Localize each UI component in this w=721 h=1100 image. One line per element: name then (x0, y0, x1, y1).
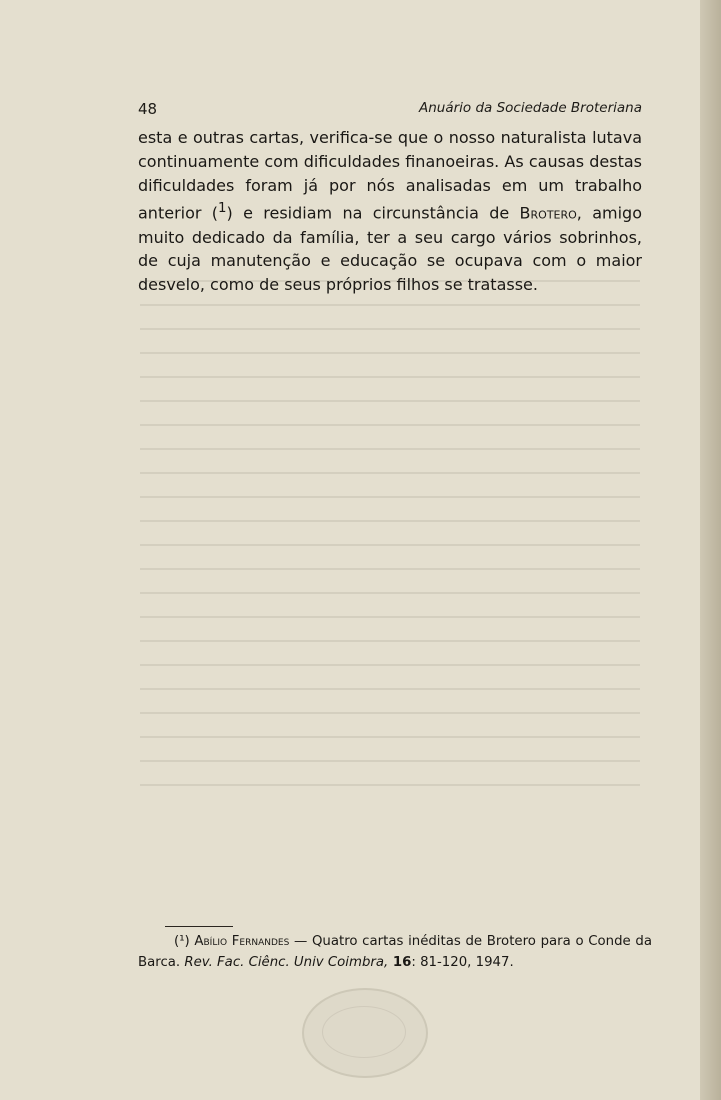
library-stamp (302, 988, 428, 1078)
body-paragraph (138, 126, 642, 297)
journal-title: Anuário da Sociedade Broteriana (419, 100, 642, 116)
bleed-through-text (140, 280, 640, 840)
body-text-part1: esta e outras cartas, verifica-se que o nosso naturalista lutava continuamente com dificuldades finanoeiras. As causas destas dificuldades foram já por nós analisadas em um trabalho anterior ( (138, 128, 642, 223)
footnote-volume: 16 (388, 955, 412, 970)
footnote-reference: 1 (218, 201, 227, 217)
footnote-marker: (¹) (174, 934, 190, 949)
footnote-pages: : 81-120, 1947. (411, 955, 514, 970)
library-stamp-inner-ring (322, 1006, 406, 1058)
footnote-divider (165, 926, 233, 927)
body-text-part3: , amigo muito dedicado da família, ter a seu cargo vários sobrinhos, de cuja manutenção e educação se ocupava com o maior desvelo, como de seus próprios filhos se tratasse. (138, 203, 642, 295)
body-text-part2: ) e residiam na circunstância de (226, 203, 520, 223)
footnote-title: — Quatro cartas inéditas de Brotero para o Conde da Barca. (138, 934, 652, 970)
footnote-journal: Rev. Fac. Ciênc. Univ Coimbra, (184, 955, 389, 970)
footnote-author: Abílio Fernandes (194, 934, 290, 949)
footnote (138, 931, 652, 973)
page-edge (700, 0, 721, 1100)
running-head (138, 100, 642, 122)
author-name-brotero: Brotero (519, 203, 577, 223)
page-number: 48 (138, 100, 158, 118)
